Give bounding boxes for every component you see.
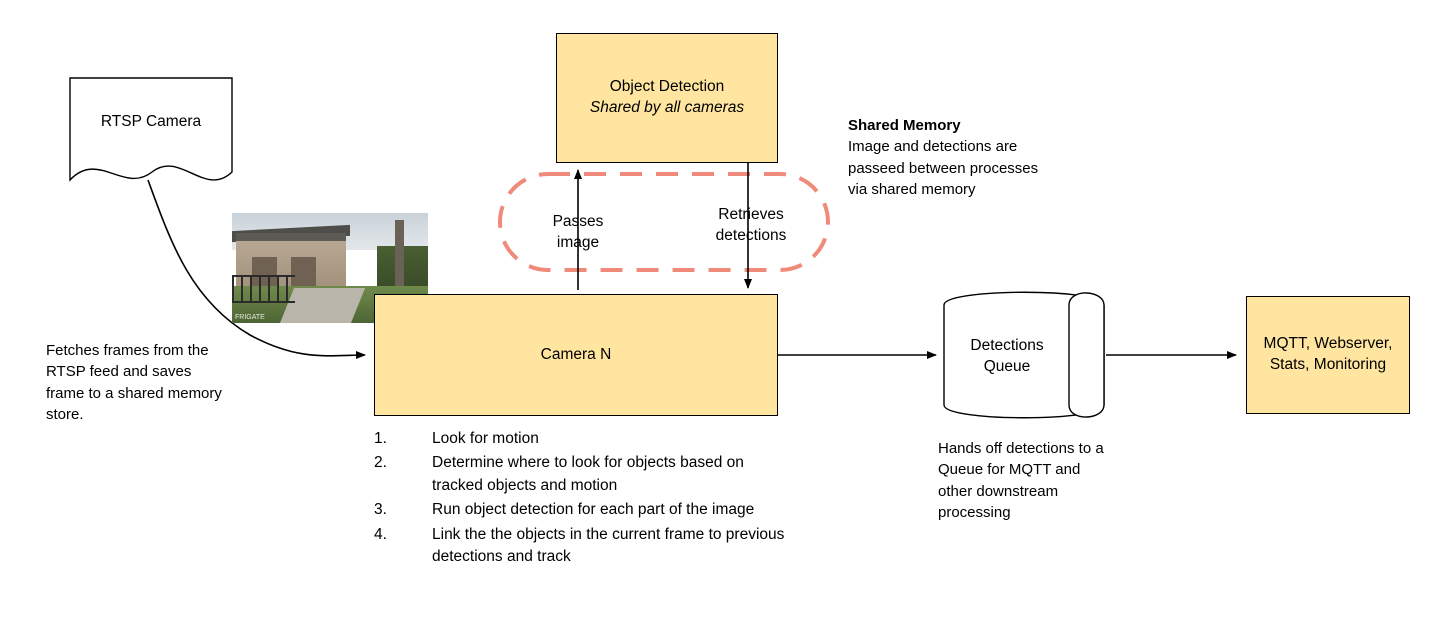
object-detection-sublabel: Shared by all cameras <box>589 99 745 116</box>
passes-image-edge-label <box>524 212 632 254</box>
queue-note <box>938 438 1114 523</box>
list-item <box>374 452 794 497</box>
fetch-frames-note <box>46 340 226 425</box>
shared-memory-note-title: Shared Memory <box>848 117 961 134</box>
step-text: Run object detection for each part of the image <box>432 501 755 519</box>
detections-queue-label-line1: Detections <box>970 337 1044 354</box>
shared-memory-note <box>848 115 1060 200</box>
camera-n-label: Camera N <box>540 345 612 363</box>
camera-n-steps-list <box>374 428 794 571</box>
shared-memory-note-body: Image and detections are passeed between processes via shared memory <box>848 138 1039 198</box>
detections-queue-label-line2: Queue <box>983 357 1031 375</box>
step-number: 3. <box>374 501 387 519</box>
fetch-frames-note-text: Fetches frames from the RTSP feed and saves frame to a shared memory store. <box>46 342 222 423</box>
step-number: 2. <box>374 454 387 472</box>
step-text: Determine where to look for objects based on tracked objects and motion <box>432 454 744 494</box>
list-item <box>374 428 794 450</box>
consumers-label-line1: MQTT, Webserver, <box>1263 335 1393 353</box>
detections-queue-shape <box>1069 293 1104 417</box>
rtsp-camera-label: RTSP Camera <box>100 113 202 130</box>
retrieves-detections-line1: Retrieves <box>718 206 784 223</box>
rtsp-camera-node <box>70 112 232 133</box>
list-item <box>374 524 794 569</box>
camera-n-node <box>374 294 778 416</box>
consumers-node <box>1246 296 1410 414</box>
passes-image-line2: image <box>556 233 600 251</box>
list-item <box>374 499 794 521</box>
retrieves-detections-edge-label <box>692 205 810 247</box>
retrieves-detections-line2: detections <box>715 226 787 244</box>
queue-note-text: Hands off detections to a Queue for MQTT and other downstream processing <box>938 440 1104 521</box>
passes-image-line1: Passes <box>552 213 604 230</box>
detections-queue-node <box>944 336 1070 378</box>
object-detection-node <box>556 33 778 163</box>
step-text: Look for motion <box>432 430 539 447</box>
step-text: Link the the objects in the current frame to previous detections and track <box>432 525 785 566</box>
snapshot-watermark: FRIGATE <box>235 314 265 321</box>
snapshot-fence <box>232 275 295 303</box>
object-detection-label: Object Detection <box>609 78 725 96</box>
step-number: 4. <box>374 525 387 543</box>
consumers-label-line2: Stats, Monitoring <box>1269 356 1387 373</box>
step-number: 1. <box>374 430 387 447</box>
